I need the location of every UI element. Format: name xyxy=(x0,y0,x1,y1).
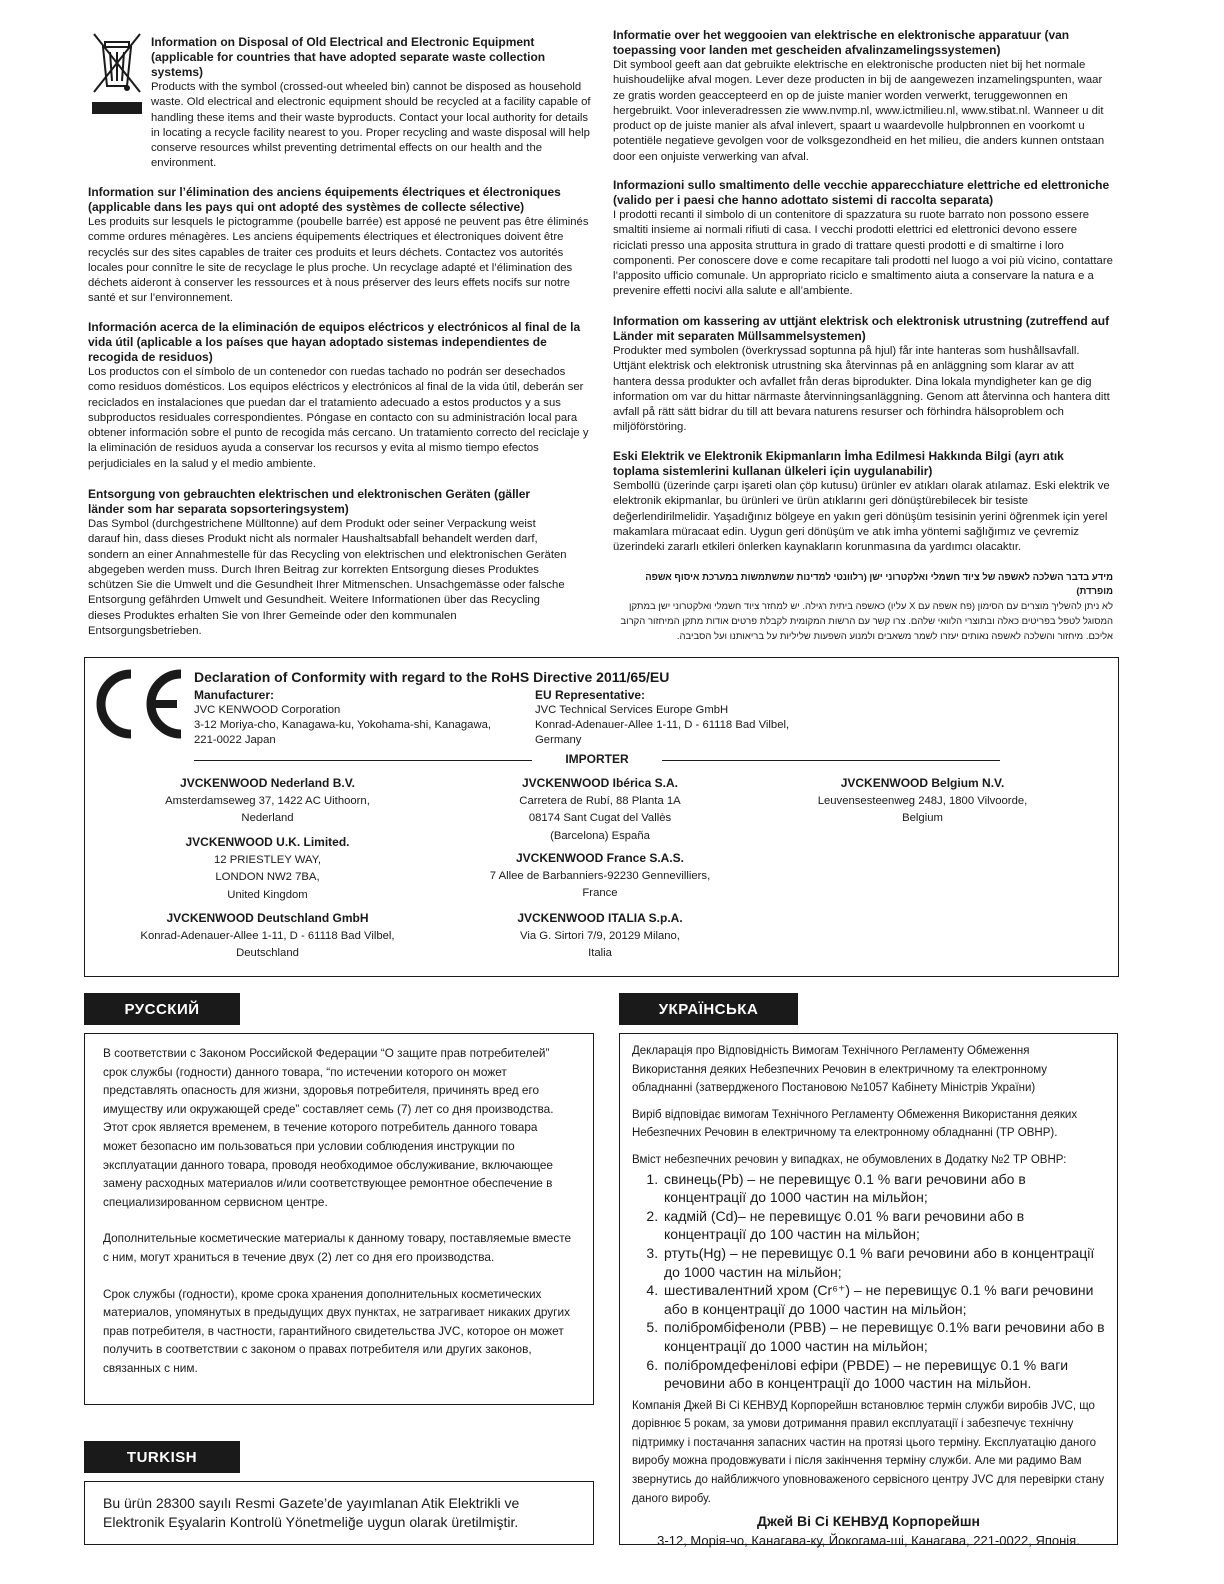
weee-tr-title: Eski Elektrik ve Elektronik Ekipmanların İmha Edilmesi Hakkında Bilgi (ayrı atık toplama sistemlerini kullanan ülkeleri için uygulanabilir) xyxy=(613,449,1064,478)
ukrainian-paragraph-3: Вміст небезпечних речовин у випадках, не обумовлених в Додатку №2 ТР ОВНР: xyxy=(632,1153,1067,1166)
importer-country: (Barcelona) España xyxy=(550,830,650,843)
importer-address: LONDON NW2 7BA, xyxy=(215,871,320,884)
substance-item: 3. ртуть(Hg) – не перевищує 0.1 % ваги речовини або в концентрації до 1000 частин на мільйон; xyxy=(662,1244,1105,1281)
russian-tab: РУССКИЙ xyxy=(84,993,240,1025)
weee-he-body: לא ניתן להשליך מוצרים עם הסימון (פח אשפה עם X עליו) כאשפה ביתית רגילה. יש למחזר ציוד חשמלי ואלקטרוני ישן במתקן המסוגל לטפל בפריטים כאלה ובתוצרי הלוואי שלהם. צרו קשר עם הרשות המקומית לקבלת פרטים אודות מתקן המיחזור הקרוב אליכם. מיחזור והשלכה לאשפה נאותים יעזרו לשמר משאבים ולמנוע השפעות שליליות על בריאותנו ועל הסביבה. xyxy=(620,601,1113,642)
ukrainian-substance-list xyxy=(632,1170,1105,1393)
weee-sv xyxy=(613,314,1113,436)
eu-rep-block xyxy=(535,688,865,748)
weee-it-title: Informazioni sullo smaltimento delle vecchie apparecchiature elettriche ed elettroniche (valido per i paesi che hanno adottato sistemi di raccolta separata) xyxy=(613,178,1110,207)
weee-es-body: Los productos con el símbolo de un contenedor con ruedas tachado no podrán ser desechados como residuos domésticos. Los equipos eléctricos y electrónicos al final de la vida útil, deberán ser reciclados en instalaciones que puedan dar el tratamiento adecuado a estos productos y a sus subproductos residuales correspondientes. Póngase en contacto con su administración local para obtener información sobre el punto de recogida más cercano. Un tratamiento correcto del reciclaje y la eliminación de residuos ayuda a conservar los recursos y evita al mismo tiempo efectos perjudiciales en la salud y el medio ambiente. xyxy=(88,366,589,470)
weee-sv-body: Produkter med symbolen (överkryssad soptunna på hjul) får inte hanteras som hushållsavfall. Uttjänt elektrisk och elektronisk utrustning ska återvinnas på en anläggning som klarar av att hantera dessa produkter och avfallet från deras biprodukter. Dina lokala myndigheter kan ge dig information om var du hittar närmaste återvinningsanläggning. Genom att återvinna och hantera ditt avfall på rätt sätt bidrar du till att bevara naturens resurser och förhindra hälsoproblem och miljöförstöring. xyxy=(613,345,1110,434)
weee-it xyxy=(613,178,1113,300)
weee-tr-body: Sembollü (üzerinde çarpı işareti olan çöp kutusu) ürünler ev atıkları olarak atılamaz. Eski elektrik ve elektronik ekipmanlar, bu ürünleri ve ürün atıklarını geri dönüştürebilecek bir tesiste değerlendirilmelidir. Yaşadığınız bölgeye en yakın geri dönüşüm tesisinin yerini öğrenmek için yerel makamlara müracaat edin. Uygun geri dönüşüm ve atık imha yöntemi sağlığımız ve çevremiz üzerindeki zararlı etkileri önlerken kaynakların korunmasına da yardımcı olacaktır. xyxy=(613,480,1110,554)
weee-fr-body: Les produits sur lesquels le pictogramme (poubelle barrée) est apposé ne peuvent pas être éliminés comme ordures ménagères. Les anciens équipements électriques et électroniques doivent être recyclés sur des sites capables de traiter ces produits et leurs déchets. Contactez vos autorités locales pour connître le site de recyclage le plus proche. Un recyclage adapté et l’élimination des déchets aideront à conserver les ressources et à nous préserver des leurs effets nocifs sur notre santé et sur l’environnement. xyxy=(88,216,589,305)
importer-de xyxy=(110,910,425,963)
weee-he xyxy=(613,571,1113,644)
importer-name: JVCKENWOOD Belgium N.V. xyxy=(840,776,1005,790)
manufacturer-postcode: 221-0022 Japan xyxy=(194,734,276,746)
importer-nl xyxy=(110,775,425,828)
turkish-box xyxy=(84,1481,594,1545)
importer-country: Nederland xyxy=(241,812,294,825)
weee-en xyxy=(151,35,591,172)
importer-country: Italia xyxy=(588,947,612,960)
importer-name: JVCKENWOOD Deutschland GmbH xyxy=(166,911,369,925)
importer-country: France xyxy=(582,887,618,900)
weee-nl xyxy=(613,28,1113,165)
weee-de-body: Das Symbol (durchgestrichene Mülltonne) auf dem Produkt oder seiner Verpackung weist darauf hin, dass dieses Produkt nicht als normaler Haushaltsabfall behandelt werden darf, sondern an einer Annahmestelle für das Recycling von elektrischen und elektronischen Geräten abgegeben werden muss. Durch Ihren Beitrag zur korrekten Entsorgung dieses Produktes schützen Sie die Umwelt und die Gesundheit Ihrer Mitmenschen. Unsachgemässe oder falsche Entsorgung gefährden Umwelt und Gesundheit. Weitere Informationen über das Recycling dieses Produktes erhalten Sie von Ihrer Gemeinde oder den kommunalen Entsorgungsbetrieben. xyxy=(88,518,567,638)
importer-address: Carretera de Rubí, 88 Planta 1A xyxy=(519,794,681,807)
eu-rep-label: EU Representative: xyxy=(535,688,646,702)
importer-country: Belgium xyxy=(902,812,943,825)
importer-name: JVCKENWOOD France S.A.S. xyxy=(515,851,685,865)
substance-item: 4. шестивалентний хром (Cr⁶⁺) – не перевищує 0.1 % ваги речовини або в концентрації до 1000 частин на мільйон; xyxy=(662,1281,1105,1318)
importer-name: JVCKENWOOD ITALIA S.p.A. xyxy=(517,911,683,925)
russian-paragraph-2: Дополнительные косметические материалы к данному товару, поставляемые вместе с ним, могут храниться в течение двух (2) лет со дня его производства. xyxy=(103,1231,572,1264)
weee-nl-body: Dit symbool geeft aan dat gebruikte elektrische en elektronische producten niet bij het normale huishoudelijke afval mogen. Lever deze producten in bij de aangewezen inzamelingspunten, waar ze gratis worden geaccepteerd en op de juiste manier worden verwerkt, teruggewonnen en hergebruikt. Voor inleveradressen zie www.nvmp.nl, www.ictmilieu.nl, www.stibat.nl. Wanneer u dit product op de juiste manier als afval inlevert, spaart u waardevolle hulpbronnen en voorkomt u potentiële negatieve gevolgen voor de volksgezondheid en het milieu, die anders kunnen ontstaan door een onjuiste verwerking van afval. xyxy=(613,59,1105,163)
importer-es xyxy=(440,775,760,846)
conformity-title: Declaration of Conformity with regard to the RoHS Directive 2011/65/EU xyxy=(194,669,670,685)
weee-bin-symbol xyxy=(88,28,146,118)
substance-item: 6. полібромдефенілові ефіри (PBDE) – не перевищує 0.1 % ваги речовини або в концентрації до 1000 частин на мільйон. xyxy=(662,1356,1105,1393)
importer-label: IMPORTER xyxy=(565,752,629,766)
weee-es-title: Información acerca de la eliminación de equipos eléctricos y electrónicos al final de la vida útil (aplicable a los países que hayan adoptado sistemas independientes de recogida de residuos) xyxy=(88,320,581,364)
eu-rep-country: Germany xyxy=(535,734,582,746)
turkish-text: Bu ürün 28300 sayılı Resmi Gazete’de yayımlanan Atik Elektrikli ve Elektronik Eşyalarin Kontrolü Yönetmeliğe uygun olarak üretilmiştir. xyxy=(103,1495,520,1530)
weee-de-title: Entsorgung von gebrauchten elektrischen und elektronischen Geräten (gäller länder som har separata sopsorteringsystem) xyxy=(88,487,531,516)
importer-country: United Kingdom xyxy=(227,889,308,902)
russian-box xyxy=(84,1033,594,1405)
importer-rule-left xyxy=(194,760,532,761)
importer-name: JVCKENWOOD Ibérica S.A. xyxy=(521,776,679,790)
russian-paragraph-3: Срок службы (годности), кроме срока хранения дополнительных косметических материалов, упомянутых в предыдущих двух пунктах, не затрагивает никаких других прав потребителя, в частности, гарантийного свидетельства JVC, которое он может получить в соответствии с законом о правах потребителя или других законов, связанных с ним. xyxy=(103,1286,570,1375)
conformity-box xyxy=(84,657,1119,977)
importer-be xyxy=(765,775,1080,828)
importer-country: Deutschland xyxy=(236,947,299,960)
manufacturer-block xyxy=(194,688,524,748)
importer-address: Konrad-Adenauer-Allee 1-11, D - 61118 Bad Vilbel, xyxy=(140,929,395,942)
ce-mark-icon xyxy=(91,666,187,747)
manufacturer-name: JVC KENWOOD Corporation xyxy=(194,704,341,716)
ukrainian-paragraph-1: Декларація про Відповідність Вимогам Технічного Регламенту Обмеження Використання деяких Небезпечних Речовин в електричному та електронному обладнанні (затвердженого Постановою №1057 Кабінету Міністрів України) xyxy=(632,1045,1047,1095)
weee-es xyxy=(88,320,590,472)
importer-rule-right xyxy=(662,760,1000,761)
importer-name: JVCKENWOOD U.K. Limited. xyxy=(185,835,350,849)
substance-item: 1. свинець(Pb) – не перевищує 0.1 % ваги речовини або в концентрації до 1000 частин на мільйон; xyxy=(662,1170,1105,1207)
weee-en-body: Products with the symbol (crossed-out wheeled bin) cannot be disposed as household waste. Old electrical and electronic equipment should be recycled at a facility capable of handling these items and their waste byproducts. Contact your local authority for details in locating a recycle facility nearest to you. Proper recycling and waste disposal will help conserve resources whilst preventing detrimental effects on our health and the environment. xyxy=(151,81,591,170)
ukrainian-box xyxy=(619,1033,1118,1549)
weee-it-body: I prodotti recanti il simbolo di un contenitore di spazzatura su ruote barrato non possono essere smaltiti insieme ai normali rifiuti di casa. I vecchi prodotti elettrici ed elettronici devono essere riciclati presso una apposita struttura in grado di trattare questi prodotti e di smaltirne i loro componenti. Per conoscere dove e come recapitare tali prodotti nel luogo a voi più vicino, contattare l’apposito ufficio comunale. Un appropriato riciclo e smaltimento aiuta a conservare la natura e a prevenire effetti nocivi alla salute e all’ambiente. xyxy=(613,209,1113,298)
weee-fr xyxy=(88,185,590,307)
ukrainian-paragraph-2: Виріб відповідає вимогам Технічного Регламенту Обмеження Використання деяких Небезпечних Речовин в електричному та електронному обладнанні (ТР ОВНР). xyxy=(632,1108,1078,1140)
importer-name: JVCKENWOOD Nederland B.V. xyxy=(180,776,355,790)
substance-item: 2. кадмій (Cd)– не перевищує 0.01 % ваги речовини або в концентрації до 100 частин на мільйон; xyxy=(662,1207,1105,1244)
importer-address: 7 Allee de Barbanniers-92230 Gennevilliers, xyxy=(489,869,711,882)
weee-sv-title: Information om kassering av uttjänt elektrisk och elektronisk utrustning (zutreffend auf Länder mit separaten Müllsammelsystemen) xyxy=(613,314,1110,343)
ukrainian-address: 3-12, Морія-чо, Канагава-ку, Йокогама-ші, Канагава, 221-0022, Японія. xyxy=(657,1533,1080,1549)
russian-paragraph-1: В соответствии с Законом Российской Федерации “О защите прав потребителей” срок службы (годности) данного товара, “по истечении которого он может представлять опасность для жизни, здоровья потребителя, причинять вред его имуществу или окружающей среде” составляет семь (7) лет со дня производства. Этот срок является временем, в течение которого потребитель данного товара может безопасно им пользоваться при условии соблюдения инструкции по эксплуатации данного товара, проводя необходимое обслуживание, включающее замену расходных материалов и/или соответствующее ремонтное обеспечение в специализированном сервисном центре. xyxy=(103,1046,554,1209)
importer-address: Leuvensesteenweg 248J, 1800 Vilvoorde, xyxy=(817,794,1028,807)
ukrainian-company: Джей Ві Сі КЕНВУД Корпорейшн xyxy=(757,1513,980,1530)
importer-address: 12 PRIESTLEY WAY, xyxy=(214,853,321,866)
importer-address: 08174 Sant Cugat del Vallès xyxy=(528,812,672,825)
weee-en-title: Information on Disposal of Old Electrical and Electronic Equipment (applicable for countries that have adopted separate waste collection systems) xyxy=(151,35,546,79)
weee-nl-title: Informatie over het weggooien van elektrische en elektronische apparatuur (van toepassing voor landen met gescheiden afvalinzamelingssystemen) xyxy=(613,28,1070,57)
crossed-bin-icon xyxy=(88,28,146,118)
eu-rep-address: Konrad-Adenauer-Allee 1-11, D - 61118 Bad Vilbel, xyxy=(535,719,790,731)
importer-address: Via G. Sirtori 7/9, 20129 Milano, xyxy=(520,929,680,942)
weee-he-title: מידע בדבר השלכה לאשפה של ציוד חשמלי ואלקטרוני ישן (רלוונטי למדינות שמשתמשות במערכת איסוף אשפה מופרדת) xyxy=(645,572,1113,597)
importer-fr xyxy=(440,850,760,903)
substance-item: 5. полібромбіфеноли (PBB) – не перевищує 0.1% ваги речовини або в концентрації до 1000 частин на мільйон; xyxy=(662,1318,1105,1355)
eu-rep-name: JVC Technical Services Europe GmbH xyxy=(535,704,729,716)
importer-uk xyxy=(110,834,425,905)
ukrainian-paragraph-4: Компанія Джей Ві Сі КЕНВУД Корпорейшн встановлює термін служби виробів JVC, що дорівнює 5 рокам, за умови дотримання правил експлуатації і забезпечує технічну підтримку і постачання запасних частин на протязі цього терміну. Експлуатацію даного виробу можна продовжувати і після закінчення терміну служби. Але ми радимо Вам звернутись до найближчого уповноваженого сервісного центру JVC для перевірки стану даного виробу. xyxy=(632,1399,1105,1505)
weee-fr-title: Information sur l’élimination des anciens équipements électriques et électroniques (applicable dans les pays qui ont adopté des systèmes de collecte sélective) xyxy=(88,185,561,214)
importer-address: Amsterdamseweg 37, 1422 AC Uithoorn, xyxy=(165,794,370,807)
importer-it xyxy=(440,910,760,963)
weee-de xyxy=(88,487,568,639)
manufacturer-label: Manufacturer: xyxy=(194,688,275,702)
turkish-tab: TURKISH xyxy=(84,1441,240,1473)
weee-tr xyxy=(613,449,1113,555)
ukrainian-tab: УКРАЇНСЬКА xyxy=(619,993,798,1025)
manufacturer-address: 3-12 Moriya-cho, Kanagawa-ku, Yokohama-shi, Kanagawa, xyxy=(194,719,492,731)
